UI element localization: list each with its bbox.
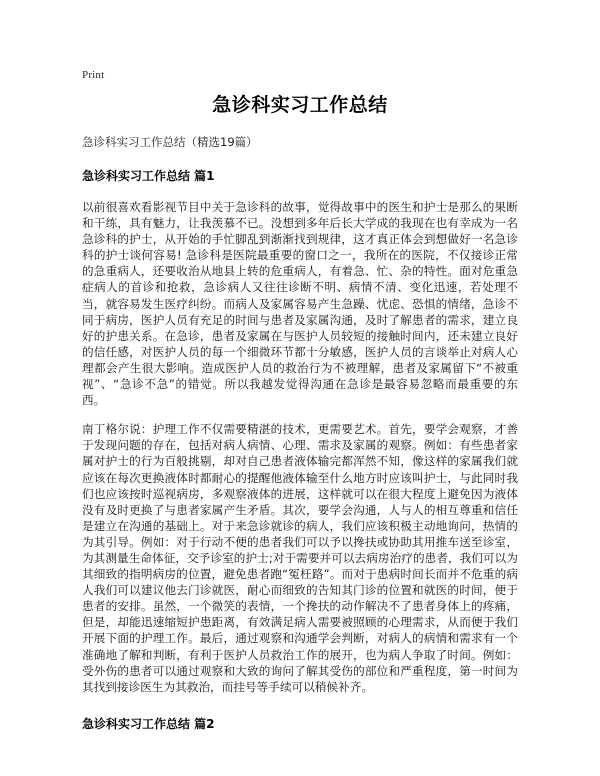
body-paragraph: 以前很喜欢看影视节目中关于急诊科的故事，觉得故事中的医生和护士是那么的果断和干练，具有魅力，让我羡慕不已。没想到多年后长大学成的我现在也有幸成为一名急诊科的护士，从开始的手忙脚乱到渐渐找到规律，这才真正体会到想做好一名急诊科的护士谈何容易! 急诊科是医院最重要的窗口之一，我所在的医院，不仅接诊正常的急重病人，还要收治从地县上转的危重病人，有着急、忙、杂的特性。面对危重急症病人的首诊和抢救，急诊病人又往往诊断不明、病情不清、变化迅速，若处理不当，就容易发生医疗纠纷。而病人及家属容易产生急躁、忧虑、恐惧的情绪，急诊不同于病房，医护人员有充足的时间与患者及家属沟通，及时了解患者的需求，建立良好的护患关系。在急诊，患者及家属在与医护人员较短的接触时间内，还未建立良好的信任感，对医护人员的每一个细微环节都十分敏感，医护人员的言谈举止对病人心理都会产生很大影响。造成医护人员的救治行为不被理解，患者及家属留下“不被重视”、“急诊不急”的错觉。所以我越发觉得沟通在急诊是最容易忽略而最重要的东西。 xyxy=(82,200,518,408)
body-paragraph: 南丁格尔说：护理工作不仅需要精湛的技术，更需要艺术。首先，要学会观察，才善于发现问题的存在，包括对病人病情、心理、需求及家属的观察。例如：有些患者家属对护士的行为百般挑剔，却对自己患者液体输完都浑然不知，像这样的家属我们就应该在每次更换液体时都耐心的提醒他液体输至什么地方时应该叫护士，与此同时我们也应该按时巡视病房，多观察液体的进展，这样就可以在很大程度上避免因为液体没有及时更换了与患者家属产生矛盾。其次，要学会沟通，人与人的相互尊重和信任是建立在沟通的基础上。对于来急诊就诊的病人，我们应该积极主动地询问，热情的为其引导。例如：对于行动不便的患者我们可以予以搀扶或协助其用推车送至诊室，为其测量生命体征，交予诊室的护士;对于需要并可以去病房治疗的患者，我们可以为其细致的指明病房的位置，避免患者跑“冤枉路”。而对于患病时间长而并不危重的病人我们可以建议他去门诊就医，耐心而细致的告知其门诊的位置和就医的时间，便于患者的安排。虽然，一个微笑的表情，一个搀扶的动作解决不了患者身体上的疼痛，但是，却能迅速缩短护患距离，有效满足病人需要被照顾的心理需求，从而便于我们开展下面的护理工作。最后，通过观察和沟通学会判断，对病人的病情和需求有一个准确地了解和判断，有利于医护人员救治工作的展开，也为病人争取了时间。例如：受外伤的患者可以通过观察和大致的询问了解其受伤的部位和严重程度，第一时间为其找到接诊医生为其救治，而挂号等手续可以稍候补齐。 xyxy=(82,422,518,694)
document-subtitle: 急诊科实习工作总结（精选19篇） xyxy=(82,135,258,149)
section-heading-1: 急诊科实习工作总结 篇1 xyxy=(82,169,215,183)
print-button[interactable]: Print xyxy=(82,69,105,81)
page-title: 急诊科实习工作总结 xyxy=(212,94,388,116)
document-content xyxy=(82,92,518,733)
section-heading-2: 急诊科实习工作总结 篇2 xyxy=(82,716,215,731)
